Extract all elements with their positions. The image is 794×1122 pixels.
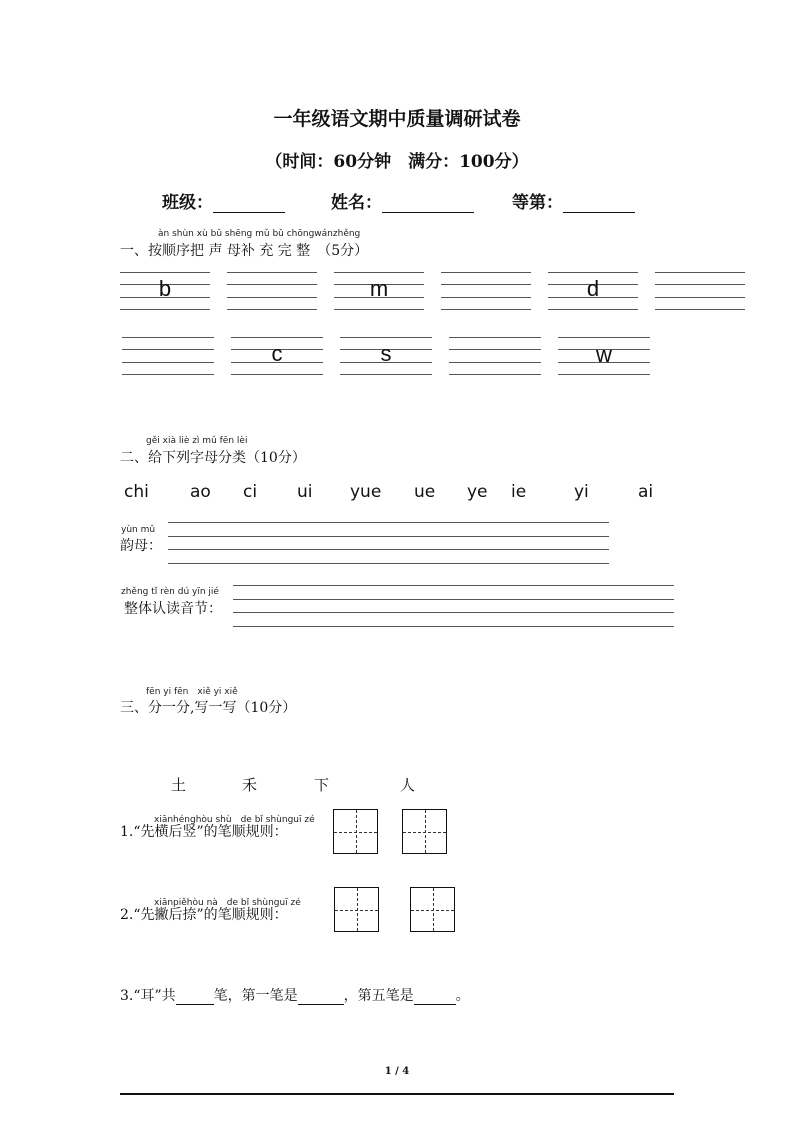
item-ci: ci bbox=[243, 482, 258, 502]
writing-line-7[interactable] bbox=[122, 337, 214, 375]
item-ie: ie bbox=[511, 482, 527, 502]
q1-pinyin: xiānhénghòu shù de bǐ shùnguī zé bbox=[154, 815, 315, 825]
section3-title: 三、分一分,写一写（10分） bbox=[120, 700, 297, 716]
item-yi: yi bbox=[574, 482, 589, 502]
class-field[interactable] bbox=[162, 188, 285, 213]
writing-line-2[interactable] bbox=[227, 272, 317, 310]
item-ai: ai bbox=[638, 482, 654, 502]
letter-s: s bbox=[380, 341, 392, 366]
writing-line-3[interactable] bbox=[334, 272, 424, 310]
char-he: 禾 bbox=[242, 776, 258, 794]
q1-text: 1.“先横后竖”的笔顺规则： bbox=[120, 824, 288, 840]
letter-w: w bbox=[596, 342, 612, 367]
q3-part-c: ，第五笔是 bbox=[343, 988, 414, 1004]
footer-divider bbox=[120, 1093, 674, 1095]
zhengti-pinyin: zhěng tǐ rèn dú yīn jié bbox=[121, 587, 219, 597]
writing-line-9[interactable] bbox=[340, 337, 432, 375]
grade-field[interactable] bbox=[512, 188, 635, 213]
name-blank[interactable] bbox=[382, 195, 474, 213]
name-field[interactable] bbox=[331, 188, 474, 213]
tianzige-grid-2[interactable] bbox=[402, 809, 447, 854]
letter-m: m bbox=[369, 276, 389, 301]
writing-line-5[interactable] bbox=[548, 272, 638, 310]
item-chi: chi bbox=[124, 482, 149, 502]
writing-line-1[interactable] bbox=[120, 272, 210, 310]
q3-part-d: 。 bbox=[455, 988, 470, 1004]
q3-blank-fifth[interactable] bbox=[414, 990, 456, 1005]
writing-line-8[interactable] bbox=[231, 337, 323, 375]
q3-blank-first[interactable] bbox=[298, 990, 344, 1005]
section2-title: 二、给下列字母分类（10分） bbox=[120, 450, 306, 466]
writing-line-11[interactable] bbox=[558, 337, 650, 375]
tianzige-grid-1[interactable] bbox=[333, 809, 378, 854]
tianzige-grid-4[interactable] bbox=[410, 887, 455, 932]
grade-label: 等第： bbox=[512, 193, 563, 213]
item-ui: ui bbox=[297, 482, 313, 502]
item-ao: ao bbox=[190, 482, 211, 502]
section2-pinyin: gěi xià liè zì mǔ fēn lèi bbox=[146, 436, 248, 446]
class-label: 班级： bbox=[162, 193, 213, 213]
char-xia: 下 bbox=[314, 776, 330, 794]
writing-line-6[interactable] bbox=[655, 272, 745, 310]
writing-line-10[interactable] bbox=[449, 337, 541, 375]
q2-pinyin: xiānpiěhòu nà de bǐ shùnguī zé bbox=[154, 898, 301, 908]
char-ren: 人 bbox=[400, 776, 416, 794]
tianzige-grid-3[interactable] bbox=[334, 887, 379, 932]
section1-pinyin: àn shùn xù bǔ shēng mǔ bǔ chōngwánzhěng bbox=[158, 229, 361, 239]
letter-c: c bbox=[271, 341, 283, 366]
section1-title: 一、按顺序把 声 母补 充 完 整 （5分） bbox=[120, 243, 369, 259]
name-label: 姓名： bbox=[331, 193, 382, 213]
item-ue: ue bbox=[414, 482, 436, 502]
section3-pinyin: fēn yi fēn xiě yi xiě bbox=[146, 687, 238, 697]
char-tu: 土 bbox=[171, 776, 187, 794]
q3-row bbox=[120, 985, 470, 1005]
q2-text: 2.“先撇后捺”的笔顺规则： bbox=[120, 907, 288, 923]
yunmu-pinyin: yùn mǔ bbox=[121, 525, 156, 535]
item-yue: yue bbox=[350, 482, 382, 502]
letter-b: b bbox=[158, 276, 172, 301]
grade-blank[interactable] bbox=[563, 195, 635, 213]
q3-part-a: 3.“耳”共 bbox=[120, 988, 176, 1004]
q3-blank-strokes[interactable] bbox=[176, 990, 214, 1005]
page-title: 一年级语文期中质量调研试卷 bbox=[273, 108, 521, 130]
page-subtitle: （时间：60分钟 满分：100分） bbox=[265, 152, 529, 172]
writing-line-4[interactable] bbox=[441, 272, 531, 310]
yunmu-label: 韵母： bbox=[120, 538, 162, 554]
zhengti-label: 整体认读音节： bbox=[124, 601, 222, 617]
item-ye: ye bbox=[467, 482, 488, 502]
page-number: 1 / 4 bbox=[384, 1066, 410, 1077]
class-blank[interactable] bbox=[213, 195, 285, 213]
letter-d: d bbox=[586, 276, 600, 301]
q3-part-b: 笔，第一笔是 bbox=[213, 988, 298, 1004]
